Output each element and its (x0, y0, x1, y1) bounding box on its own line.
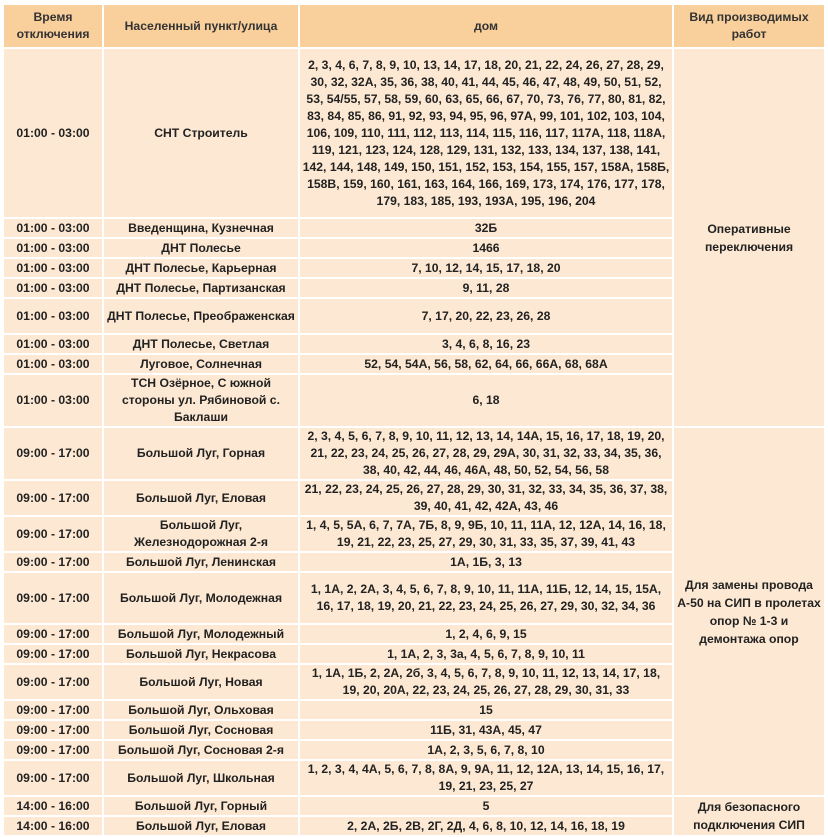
place-cell: Большой Луг, Молодежная (103, 572, 299, 624)
time-cell: 01:00 - 03:00 (3, 278, 103, 298)
house-cell: 2, 3, 4, 5, 6, 7, 8, 9, 10, 11, 12, 13, 14, 14А, 15, 16, 17, 18, 19, 20, 21, 22, 23, 24, 25, 26, 27, 28, 29, 29А, 30, 31, 32, 33, 34, 35, 36, 38, 40, 42, 44, 46, 46А, 48, 50, 52, 54, 56, 58 (299, 427, 673, 480)
table-row (3, 796, 825, 816)
house-cell: 15 (299, 700, 673, 720)
house-cell: 7, 10, 12, 14, 15, 17, 18, 20 (299, 258, 673, 278)
house-cell: 1, 1А, 1Б, 2, 2А, 2б, 3, 4, 5, 6, 7, 8, 9, 10, 11, 12, 13, 14, 17, 18, 19, 20, 20А, 22, 23, 24, 25, 26, 27, 28, 29, 30, 31, 33 (299, 664, 673, 700)
place-cell: Большой Луг, Сосновая 2-я (103, 740, 299, 760)
time-cell: 09:00 - 17:00 (3, 516, 103, 552)
place-cell: Большой Луг, Ольховая (103, 700, 299, 720)
house-cell: 2, 2А, 2Б, 2В, 2Г, 2Д, 4, 6, 8, 10, 12, 14, 16, 18, 19 (299, 816, 673, 836)
time-cell: 09:00 - 17:00 (3, 427, 103, 480)
place-cell: ДНТ Полесье, Преображенская (103, 298, 299, 334)
house-cell: 11Б, 31, 43А, 45, 47 (299, 720, 673, 740)
place-cell: Луговое, Солнечная (103, 354, 299, 374)
time-cell: 01:00 - 03:00 (3, 334, 103, 354)
header-time: Время отключения (3, 4, 103, 48)
time-cell: 01:00 - 03:00 (3, 218, 103, 238)
time-cell: 01:00 - 03:00 (3, 48, 103, 218)
place-cell: Большой Луг, Горная (103, 427, 299, 480)
time-cell: 09:00 - 17:00 (3, 700, 103, 720)
place-cell: Большой Луг, Молодежный (103, 624, 299, 644)
time-cell: 09:00 - 17:00 (3, 480, 103, 516)
place-cell: Большой Луг, Школьная (103, 760, 299, 796)
place-cell: Введенщина, Кузнечная (103, 218, 299, 238)
house-cell: 6, 18 (299, 374, 673, 427)
place-cell: Большой Луг, Горный (103, 796, 299, 816)
time-cell: 09:00 - 17:00 (3, 624, 103, 644)
house-cell: 52, 54, 54А, 56, 58, 62, 64, 66, 66А, 68, 68А (299, 354, 673, 374)
time-cell: 01:00 - 03:00 (3, 354, 103, 374)
place-cell: Большой Луг, Новая (103, 664, 299, 700)
header-place: Населенный пункт/улица (103, 4, 299, 48)
time-cell: 09:00 - 17:00 (3, 644, 103, 664)
house-cell: 1А, 1Б, 3, 13 (299, 552, 673, 572)
time-cell: 09:00 - 17:00 (3, 740, 103, 760)
work-cell: Для замены провода А-50 на СИП в пролетах опор № 1-3 и демонтажа опор (673, 427, 825, 796)
house-cell: 1А, 2, 3, 5, 6, 7, 8, 10 (299, 740, 673, 760)
place-cell: Большой Луг, Сосновая (103, 720, 299, 740)
time-cell: 09:00 - 17:00 (3, 664, 103, 700)
house-cell: 1, 4, 5, 5А, 6, 7, 7А, 7Б, 8, 9, 9Б, 10, 11, 11А, 12, 12А, 14, 16, 18, 19, 21, 22, 23, 25, 27, 29, 30, 31, 33, 35, 37, 39, 41, 43 (299, 516, 673, 552)
house-cell: 3, 4, 6, 8, 16, 23 (299, 334, 673, 354)
house-cell: 1466 (299, 238, 673, 258)
work-cell: Для безопасного подключения СИП (673, 796, 825, 836)
table-row (3, 48, 825, 218)
header-house: дом (299, 4, 673, 48)
time-cell: 14:00 - 16:00 (3, 816, 103, 836)
table-row (3, 427, 825, 480)
house-cell: 1, 2, 3, 4, 4А, 5, 6, 7, 8, 8А, 9, 9А, 11, 12, 12А, 13, 14, 15, 16, 17, 19, 21, 23, 25, 27 (299, 760, 673, 796)
time-cell: 09:00 - 17:00 (3, 720, 103, 740)
place-cell: Большой Луг, Еловая (103, 480, 299, 516)
time-cell: 09:00 - 17:00 (3, 760, 103, 796)
time-cell: 01:00 - 03:00 (3, 298, 103, 334)
house-cell: 5 (299, 796, 673, 816)
place-cell: Большой Луг, Ленинская (103, 552, 299, 572)
house-cell: 1, 2, 4, 6, 9, 15 (299, 624, 673, 644)
place-cell: ДНТ Полесье, Светлая (103, 334, 299, 354)
house-cell: 9, 11, 28 (299, 278, 673, 298)
header-work: Вид производимых работ (673, 4, 825, 48)
house-cell: 1, 1А, 2, 3, 3а, 4, 5, 6, 7, 8, 9, 10, 11 (299, 644, 673, 664)
house-cell: 2, 3, 4, 6, 7, 8, 9, 10, 13, 14, 17, 18, 20, 21, 22, 24, 26, 27, 28, 29, 30, 32, 32А, 35, 36, 38, 40, 41, 44, 45, 46, 47, 48, 49, 50, 51, 52, 53, 54/55, 57, 58, 59, 60, 63, 65, 66, 67, 70, 73, 76, 77, 80, 81, 82, 83, 84, 85, 86, 91, 92, 93, 94, 95, 96, 97А, 99, 101, 102, 103, 104, 106, 109, 110, 111, 112, 113, 114, 115, 116, 117, 117А, 118, 118А, 119, 121, 123, 124, 128, 129, 131, 132, 133, 134, 137, 138, 141, 142, 144, 148, 149, 150, 151, 152, 153, 154, 155, 157, 158А, 158Б, 158В, 159, 160, 161, 163, 164, 166, 169, 173, 174, 176, 177, 178, 179, 183, 185, 193, 193А, 195, 196, 204 (299, 48, 673, 218)
place-cell: Большой Луг, Еловая (103, 816, 299, 836)
time-cell: 01:00 - 03:00 (3, 374, 103, 427)
house-cell: 1, 1А, 2, 2А, 3, 4, 5, 6, 7, 8, 9, 10, 11, 11А, 11Б, 12, 14, 15, 15А, 16, 17, 18, 19, 20, 21, 22, 23, 24, 25, 26, 27, 29, 30, 32, 34, 36 (299, 572, 673, 624)
place-cell: ДНТ Полесье, Карьерная (103, 258, 299, 278)
work-cell: Оперативные переключения (673, 48, 825, 427)
place-cell: Большой Луг, Некрасова (103, 644, 299, 664)
house-cell: 21, 22, 23, 24, 25, 26, 27, 28, 29, 30, 31, 32, 33, 34, 35, 36, 37, 38, 39, 40, 41, 42, 42А, 43, 46 (299, 480, 673, 516)
time-cell: 01:00 - 03:00 (3, 258, 103, 278)
place-cell: СНТ Строитель (103, 48, 299, 218)
house-cell: 32Б (299, 218, 673, 238)
time-cell: 14:00 - 16:00 (3, 796, 103, 816)
house-cell: 7, 17, 20, 22, 23, 26, 28 (299, 298, 673, 334)
outage-table (2, 3, 826, 837)
time-cell: 01:00 - 03:00 (3, 238, 103, 258)
header-row (3, 4, 825, 48)
time-cell: 09:00 - 17:00 (3, 572, 103, 624)
place-cell: Большой Луг, Железнодорожная 2-я (103, 516, 299, 552)
place-cell: ТСН Озёрное, С южной стороны ул. Рябиновой с. Баклаши (103, 374, 299, 427)
place-cell: ДНТ Полесье (103, 238, 299, 258)
time-cell: 09:00 - 17:00 (3, 552, 103, 572)
place-cell: ДНТ Полесье, Партизанская (103, 278, 299, 298)
